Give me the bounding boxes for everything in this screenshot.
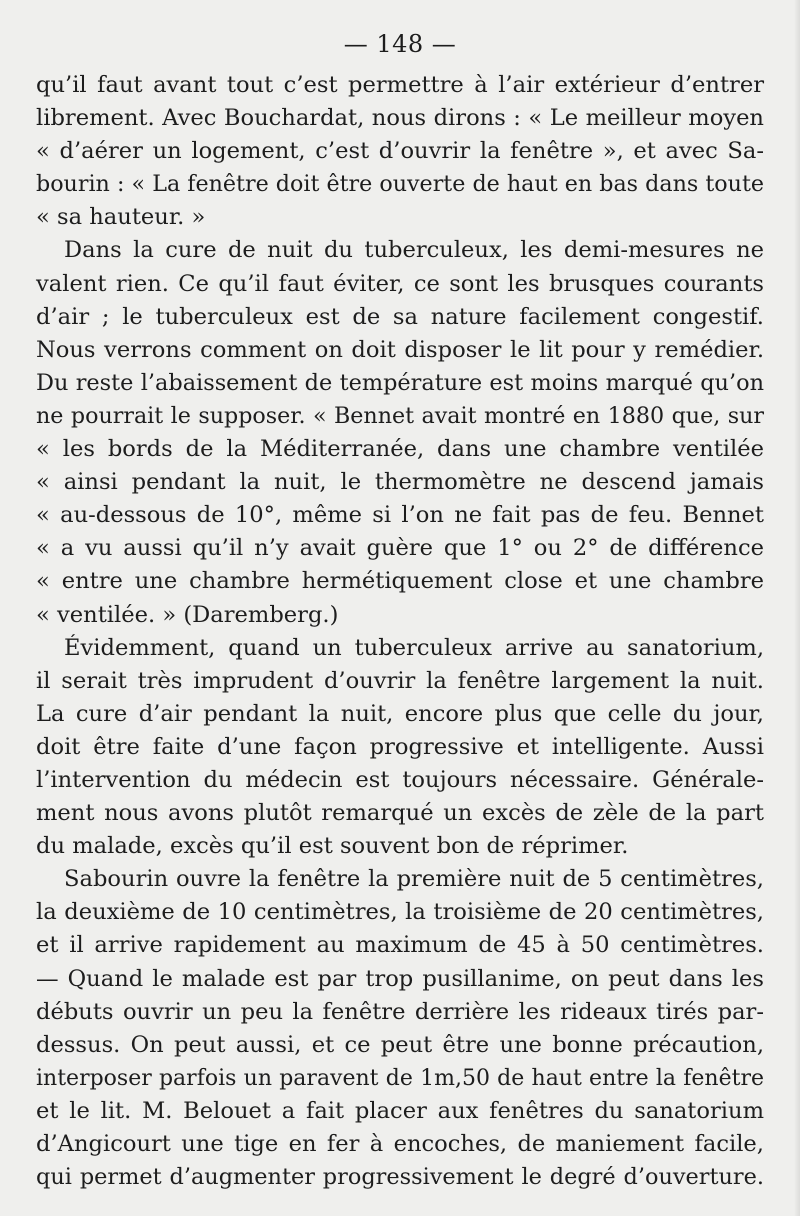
text-line: ne pourrait le supposer. « Bennet avait montré en 1880 que, sur bbox=[36, 402, 764, 429]
text-line: « sa hauteur. » bbox=[36, 204, 206, 231]
body-text bbox=[36, 69, 764, 1194]
text-line: qu’il faut avant tout c’est permettre à l’air extérieur d’entrer bbox=[36, 72, 764, 98]
text-line: du malade, excès qu’il est souvent bon de réprimer. bbox=[36, 833, 629, 860]
text-line: « entre une chambre hermétiquement close et une chambre bbox=[36, 568, 764, 595]
text-line: qui permet d’augmenter progressivement le degré d’ouverture. bbox=[36, 1164, 764, 1191]
text-line: d’Angicourt une tige en fer à encoches, de maniement facile, bbox=[36, 1131, 764, 1157]
text-line: dessus. On peut aussi, et ce peut être une bonne précaution, bbox=[36, 1031, 764, 1058]
text-line: La cure d’air pendant la nuit, encore plus que celle du jour, bbox=[36, 700, 764, 727]
text-line: d’air ; le tuberculeux est de sa nature facilement congestif. bbox=[36, 303, 764, 330]
text-line: valent rien. Ce qu’il faut éviter, ce sont les brusques courants bbox=[36, 270, 764, 297]
text-line: Nous verrons comment on doit disposer le lit pour y remédier. bbox=[36, 336, 764, 363]
text-line: ment nous avons plutôt remarqué un excès de zèle de la part bbox=[36, 800, 764, 827]
text-line: « ainsi pendant la nuit, le thermomètre ne descend jamais bbox=[36, 469, 764, 496]
text-line: doit être faite d’une façon progressive et intelligente. Aussi bbox=[36, 733, 764, 760]
text-line: interposer parfois un paravent de 1m,50 de haut entre la fenêtre bbox=[36, 1065, 764, 1091]
text-line: librement. Avec Bouchardat, nous dirons : « Le meilleur moyen bbox=[36, 105, 764, 132]
text-line: « les bords de la Méditerranée, dans une chambre ventilée bbox=[36, 436, 764, 463]
text-line: l’intervention du médecin est toujours nécessaire. Générale- bbox=[36, 766, 764, 793]
page-number: — 148 — bbox=[343, 30, 457, 58]
text-line: « d’aérer un logement, c’est d’ouvrir la fenêtre », et avec Sa- bbox=[36, 138, 764, 165]
text-line: Évidemment, quand un tuberculeux arrive au sanatorium, bbox=[64, 634, 764, 661]
text-line: Sabourin ouvre la fenêtre la première nuit de 5 centimètres, bbox=[64, 866, 764, 893]
text-line: et le lit. M. Belouet a fait placer aux fenêtres du sanatorium bbox=[36, 1097, 764, 1124]
text-line: il serait très imprudent d’ouvrir la fenêtre largement la nuit. bbox=[36, 667, 764, 694]
text-line: — Quand le malade est par trop pusillanime, on peut dans les bbox=[36, 965, 764, 992]
text-line: « a vu aussi qu’il n’y avait guère que 1° ou 2° de différence bbox=[36, 535, 764, 562]
text-line: et il arrive rapidement au maximum de 45 à 50 centimètres. bbox=[36, 932, 764, 959]
text-line: débuts ouvrir un peu la fenêtre derrière les rideaux tirés par- bbox=[36, 998, 764, 1025]
text-line: « ventilée. » (Daremberg.) bbox=[36, 601, 339, 628]
text-line: Dans la cure de nuit du tuberculeux, les demi-mesures ne bbox=[64, 237, 764, 264]
page-edge-shadow bbox=[794, 0, 800, 1216]
text-line: « au-dessous de 10°, même si l’on ne fait pas de feu. Bennet bbox=[36, 502, 764, 529]
text-line: Du reste l’abaissement de température est moins marqué qu’on bbox=[36, 369, 764, 396]
text-line: la deuxième de 10 centimètres, la troisième de 20 centimètres, bbox=[36, 899, 764, 926]
text-line: bourin : « La fenêtre doit être ouverte de haut en bas dans toute bbox=[36, 171, 764, 198]
